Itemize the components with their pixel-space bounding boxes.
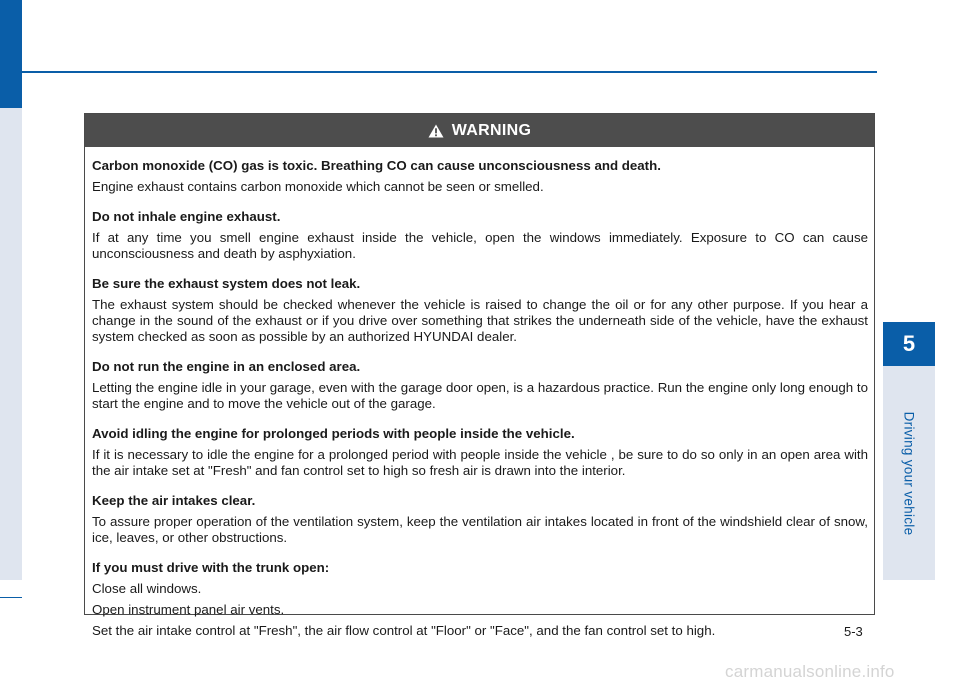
warning-text: Open instrument panel air vents. [92,602,285,617]
warning-triangle-icon [428,124,444,138]
page-number: 5-3 [844,624,863,639]
warning-text: Engine exhaust contains carbon monoxide which cannot be seen or smelled. [92,179,544,194]
warning-header [85,114,874,147]
warning-text: The exhaust system should be checked whenever the vehicle is raised to change the oil or for any other purpose. If you hear a change in the sound of the exhaust or if you drive over something that strikes the underneath side of the vehicle, have the exhaust system checked as soon as possible by an authorized HYUNDAI dealer. [92,297,868,344]
warning-text: Close all windows. [92,581,202,596]
warning-heading: Keep the air intakes clear. [92,493,256,508]
warning-body [85,147,874,639]
warning-text: Set the air intake control at "Fresh", the air flow control at "Floor" or "Face", and the fan control set to high. [92,623,716,638]
warning-heading: Do not run the engine in an enclosed area. [92,359,361,374]
left-accent-tab [0,0,22,108]
warning-heading: Carbon monoxide (CO) gas is toxic. Breathing CO can cause unconsciousness and death. [92,158,661,173]
warning-text: If at any time you smell engine exhaust inside the vehicle, open the windows immediately. Exposure to CO can cause unconsciousness and death by asphyxiation. [92,230,868,261]
warning-text: If it is necessary to idle the engine for a prolonged period with people inside the vehicle , be sure to do so only in an open area with the air intake set at "Fresh" and fan control set to high so fresh air is drawn into the interior. [92,447,868,478]
left-bottom-rule [0,597,22,598]
chapter-number: 5 [902,331,916,356]
warning-heading: Avoid idling the engine for prolonged periods with people inside the vehicle. [92,426,575,441]
watermark-text: carmanualsonline.info [725,662,895,681]
warning-heading: Be sure the exhaust system does not leak. [92,276,361,291]
warning-heading: If you must drive with the trunk open: [92,560,330,575]
warning-text: Letting the engine idle in your garage, even with the garage door open, is a hazardous practice. Run the engine only long enough to start the engine and to move the vehicle out of the garage. [92,380,868,411]
chapter-title: Driving your vehicle [901,411,917,535]
chapter-number-tab [883,322,935,366]
header-rule [22,71,877,73]
warning-text: To assure proper operation of the ventilation system, keep the ventilation air intakes located in front of the windshield clear of snow, ice, leaves, or other obstructions. [92,514,868,545]
warning-heading: Do not inhale engine exhaust. [92,209,281,224]
warning-title: WARNING [451,121,532,139]
chapter-title-container [883,366,935,580]
